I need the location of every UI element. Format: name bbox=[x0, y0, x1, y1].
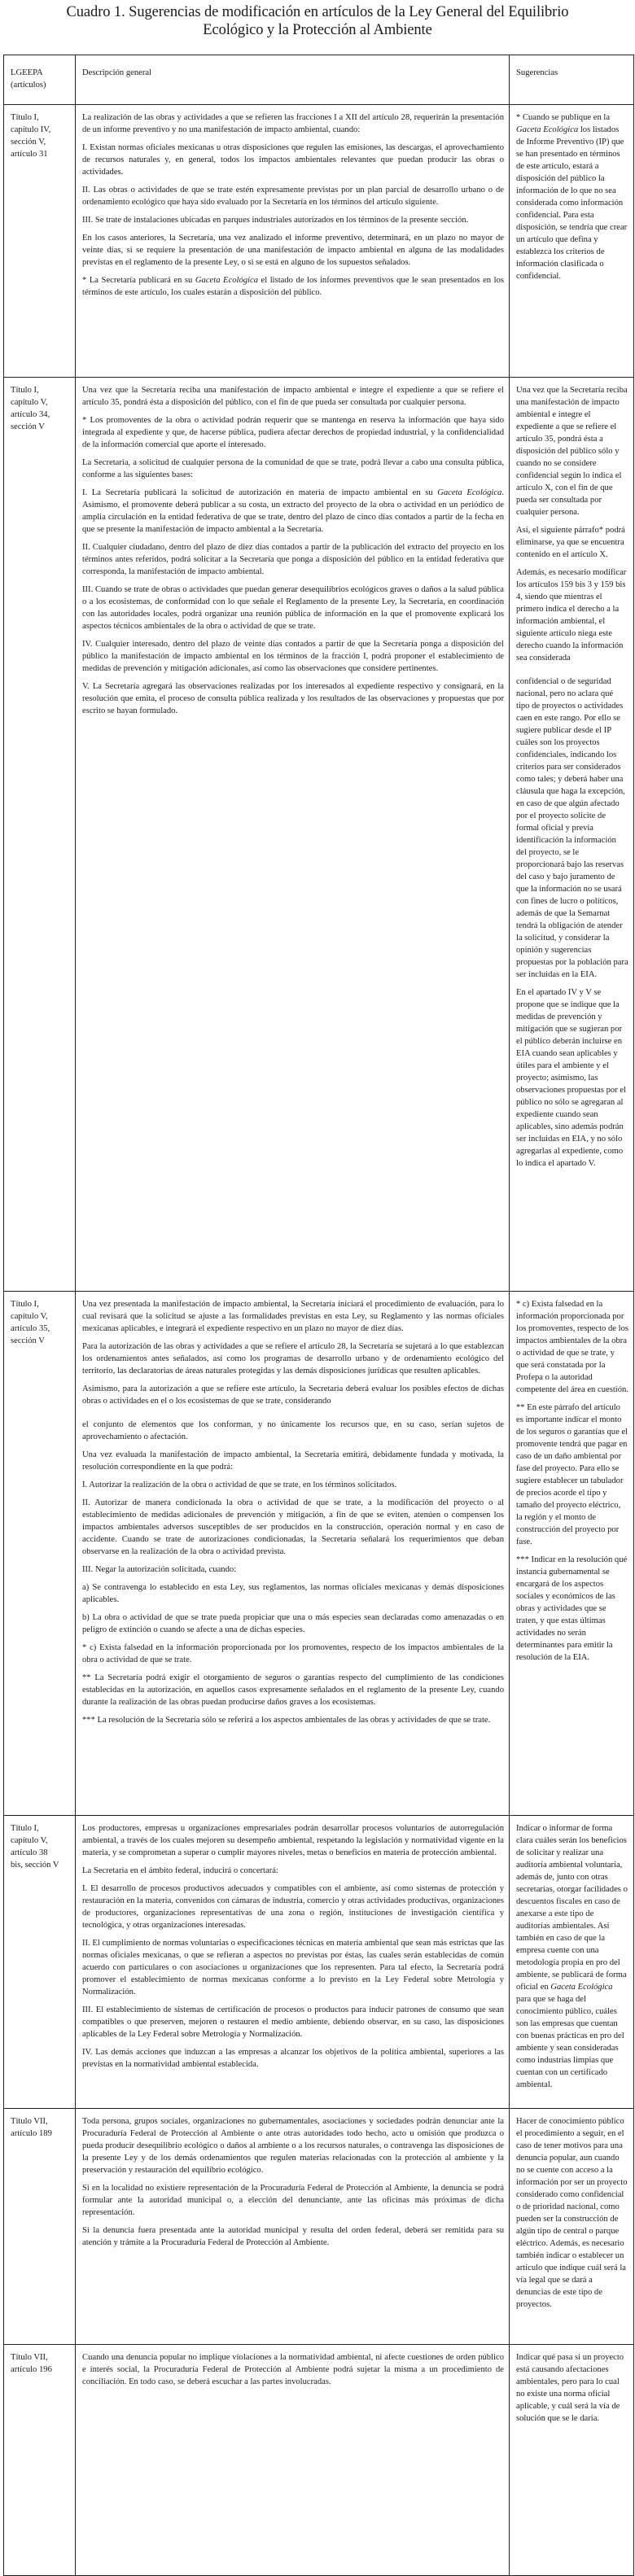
paragraph bbox=[516, 524, 628, 561]
text-run: La Secretaría en el ámbito federal, inducirá o concertará: bbox=[82, 1866, 278, 1875]
table-row bbox=[4, 1292, 634, 1816]
paragraph bbox=[82, 112, 504, 136]
caption-line-2: Ecológico y la Protección al Ambiente bbox=[203, 22, 432, 38]
text-run: III. Cuando se trate de obras o actividades que puedan generar desequilibrios ecológicos graves o daños a la salud pública o a los ecosistemas, de conformidad con lo que señale el Reglamento de la presente Ley, la Secretaría, en coordinación con las autoridades locales, podrá organizar una reunión pública de información en la que el promovente explicará los aspectos técnicos ambientales de la obra o actividad de que se trate. bbox=[82, 585, 504, 631]
suggestions-cell bbox=[510, 378, 634, 1292]
text-run: el listado de los informes preventivos que le sean presentados en los términos de este artículo, los cuales estarán a disposición del público. bbox=[82, 276, 504, 297]
text-run: * c) Exista falsedad en la información proporcionada por los promoventes, respecto de los impactos ambientales de la obra o actividad de que se trate. bbox=[82, 1643, 504, 1664]
paragraph bbox=[82, 1642, 504, 1666]
paragraph bbox=[82, 384, 504, 409]
suggestions-cell bbox=[510, 1816, 634, 2109]
text-run: *** La resolución de la Secretaría sólo se referirá a los aspectos ambientales de las obras y actividades de que se trate. bbox=[82, 1716, 491, 1725]
text-run: * Cuando se publique en la bbox=[516, 113, 611, 122]
text-run: Una vez que la Secretaría reciba una manifestación de impacto ambiental e integre el expediente a que se refiere el artículo 35, pondrá ésta a disposición del público sólo y cuando no se considere confidencial según lo indica el artículo X, con el fin de que pueda ser consultada por cualquier persona. bbox=[516, 386, 628, 517]
paragraph bbox=[82, 232, 504, 269]
text-run: I. Existan normas oficiales mexicanas u otras disposiciones que regulen las emisiones, las descargas, el aprovechamiento de recursos naturales y, en general, todos los impactos ambientales relevantes que puedan producir las obras o actividades. bbox=[82, 143, 504, 177]
suggestions-cell bbox=[510, 105, 634, 378]
paragraph bbox=[516, 2351, 628, 2425]
article-reference: Título VII, artículo 189 bbox=[4, 2109, 76, 2345]
text-run: I. La Secretaría publicará la solicitud de autorización en materia de impacto ambiental en su bbox=[82, 488, 438, 497]
article-reference: Título VII, artículo 196 bbox=[4, 2345, 76, 2576]
text-run: IV. Cualquier interesado, dentro del plazo de veinte días contados a partir de que la Secretaría ponga a disposición del público la manifestación de impacto ambiental en los términos de la fracción I, podrá proponer el establecimiento de medidas de prevención y mitigación adicionales, así como las observaciones que considere pertinentes. bbox=[82, 640, 504, 673]
paragraph bbox=[82, 1612, 504, 1636]
italic-text: Gaceta Ecológica bbox=[195, 276, 258, 285]
paragraph bbox=[82, 274, 504, 299]
table-row bbox=[4, 1816, 634, 2109]
text-run: Toda persona, grupos sociales, organizaciones no gubernamentales, asociaciones y sociedades podrán denunciar ante la Procuraduría Federal de Protección al Ambiente o ante otras autoridades todo hecho, acto u omisión que produzca o pueda producir desequilibrio ecológico o daños al ambiente o a los recursos naturales, o contravenga las disposiciones de la presente Ley y de los demás ordenamientos que regulen materias relacionadas con la protección al ambiente y la preservación y restauración del equilibrio ecológico. bbox=[82, 2117, 504, 2175]
paragraph bbox=[516, 2115, 628, 2311]
article-reference: Título I, capítulo IV, sección V, artículo 31 bbox=[4, 105, 76, 378]
text-run: Una vez evaluada la manifestación de impacto ambiental, la Secretaría emitirá, debidamente fundada y motivada, la resolución correspondiente en la que podrá: bbox=[82, 1450, 504, 1472]
text-run: En los casos anteriores, la Secretaría, una vez analizado el informe preventivo, determinará, en un plazo no mayor de veinte días, si se requiere la presentación de una manifestación de impacto ambiental en alguna de las modalidades previstas en el reglamento de la presente Ley, o si se está en alguno de los supuestos señalados. bbox=[82, 234, 504, 267]
paragraph bbox=[82, 1479, 504, 1491]
paragraph bbox=[82, 1383, 504, 1407]
text-run: *** Indicar en la resolución qué instancia gubernamental se encargará de los aspectos sociales y económicos de las obras y actividades que se traten, y que estas últimas actividades no serán determinantes para emitir la resolución de la EIA. bbox=[516, 1555, 628, 1662]
paragraph bbox=[516, 1402, 628, 1548]
text-run: Si en la localidad no existiere representación de la Procuraduría Federal de Protección al Ambiente, la denuncia se podrá formular ante la autoridad municipal o, a elección del denunciante, ante las oficinas más próximas de dicha representación. bbox=[82, 2184, 504, 2217]
text-run: La Secretaría, a solicitud de cualquier persona de la comunidad de que se trate, podrá llevar a cabo una consulta pública, conforme a las siguientes bases: bbox=[82, 458, 504, 479]
paragraph bbox=[82, 638, 504, 675]
general-description bbox=[76, 2109, 510, 2345]
text-run: En el apartado IV y V se propone que se indique que la medidas de prevención y mitigación que se sugieran por el público deberán incluirse en EIA cuando sean aplicables y útiles para el ambiente y el proyecto; asimismo, las observaciones propuestas por el público no sólo se agregaran al expediente cuando sean aplicables, sino además podrán ser incluidas en EIA, y no sólo agregarlas al expediente, como lo indica el apartado V. bbox=[516, 988, 627, 1168]
paragraph bbox=[82, 214, 504, 226]
text-run: Además, es necesario modificar los artículos 159 bis 3 y 159 bis 4, siendo que mientras el primero indica el derecho a la información ambiental, el siguiente artículo niega este derecho cuando la información sea considerada bbox=[516, 568, 627, 663]
paragraph bbox=[516, 1822, 628, 2091]
paragraph bbox=[516, 566, 628, 664]
paragraph bbox=[82, 2046, 504, 2071]
text-run: II. Cualquier ciudadano, dentro del plazo de diez días contados a partir de la publicación del extracto del proyecto en los términos antes referidos, podrá solicitar a la Secretaría que ponga a disposición del público en la entidad federativa que corresponda, la manifestación de impacto ambiental. bbox=[82, 543, 504, 576]
paragraph bbox=[82, 1883, 504, 1931]
paragraph bbox=[82, 2182, 504, 2219]
text-run: II. Autorizar de manera condicionada la obra o actividad de que se trate, a la modificación del proyecto o al establecimiento de medidas adicionales de prevención y mitigación, a fin de que se eviten, atenúen o compensen los impactos ambientales adversos susceptibles de ser producidos en la construcción, operación normal y en caso de accidente. Cuando se trate de autorizaciones condicionadas, la Secretaría señalará los requerimientos que deban observarse en la realización de la obra o actividad prevista. bbox=[82, 1498, 504, 1556]
text-run: ** En este párrafo del artículo es importante indicar el monto de los seguros o garantías que el promovente tendrá que pagar en caso de un daño ambiental por fase del proyecto. Para ello se sugiere establecer un tabulador de precios acorde el tipo y tamaño del proyecto eléctrico, la región y el monto de construcción del proyecto por fase. bbox=[516, 1403, 628, 1546]
paragraph bbox=[516, 676, 628, 981]
general-description bbox=[76, 1292, 510, 1816]
paragraph bbox=[82, 584, 504, 632]
text-run: Indicar o informar de forma clara cuáles serán los beneficios de solicitar y realizar una auditoría ambiental voluntaria, además de, junto con otras secretarías, otorgar facilidades o descuentos fiscales en caso de anexarse a este tipo de auditorías ambientales. Así también en caso de que la empresa cuente con una metodología propia en pro del ambiente, se publicará de forma oficial en bbox=[516, 1824, 628, 1992]
text-run: Una vez presentada la manifestación de impacto ambiental, la Secretaría iniciará el procedimiento de evaluación, para lo cual revisará que la solicitud se ajuste a las formalidades previstas en esta Ley, su Reglamento y las normas oficiales mexicanas aplicables, e integrará el expediente respectivo en un plazo no mayor de diez días. bbox=[82, 1300, 504, 1333]
text-run: . Asimismo, el promovente deberá publicar a su costa, un extracto del proyecto de la obra o actividad en un periódico de amplia circulación en la entidad federativa de que se trate, dentro del plazo de cinco días contados a partir de la fecha en que se presente la manifestación de impacto ambiental a la Secretaría. bbox=[82, 488, 504, 534]
text-run: el conjunto de elementos que los conforman, y no únicamente los recursos que, en su caso, serían sujetos de aprovechamiento o afectación. bbox=[82, 1420, 504, 1441]
text-run: Indicar qué pasa si un proyecto está causando afectaciones ambientales, pero para lo cual no existe una norma oficial aplicable, y cuál será la vía de solución que se le daría. bbox=[516, 2353, 624, 2423]
text-run: Para la autorización de las obras y actividades a que se refiere el artículo 28, la Secretaría se sujetará a lo que establezcan los ordenamientos antes señalados, así como los programas de desarrollo urbano y de ordenamiento ecológico del territorio, las declaratorias de áreas naturales protegidas y las demás disposiciones jurídicas que resulten aplicables. bbox=[82, 1342, 504, 1375]
italic-text: Gaceta Ecológica bbox=[516, 125, 579, 134]
text-run: III. Negar la autorización solicitada, cuando: bbox=[82, 1565, 237, 1574]
paragraph bbox=[82, 541, 504, 578]
text-run: * c) Exista falsedad en la información proporcionada por los promoventes, respecto de los impactos ambientales de la obra o actividad de que se trate, y que será constatada por la Profepa o la autoridad competente del área en cuestión. bbox=[516, 1300, 628, 1394]
text-run: Asimismo, para la autorización a que se refiere este artículo, la Secretaría deberá evaluar los posibles efectos de dichas obras o actividades en el o los ecosistemas de que se trate, considerando bbox=[82, 1384, 504, 1406]
text-run: Los productores, empresas u organizaciones empresariales podrán desarrollar procesos voluntarios de autorregulación ambiental, a través de los cuales mejoren su desempeño ambiental, respetando la legislación y normatividad vigente en la materia, y se comprometan a superar o cumplir mayores niveles, metas o beneficios en materia de protección ambiental. bbox=[82, 1824, 504, 1857]
text-run: para que se haga del conocimiento público, cuáles son las empresas que cuentan con buenas prácticas en pro del ambiente y sean consideradas como industrias limpias que cuentan con un certificado ambiental. bbox=[516, 1995, 624, 2089]
paragraph bbox=[516, 1554, 628, 1664]
paragraph bbox=[82, 1865, 504, 1877]
text-run: I. Autorizar la realización de la obra o actividad de que se trate, en los términos solicitados. bbox=[82, 1480, 397, 1489]
paragraph bbox=[516, 1298, 628, 1396]
paragraph bbox=[82, 1672, 504, 1708]
table-row bbox=[4, 105, 634, 378]
general-description bbox=[76, 105, 510, 378]
table-row bbox=[4, 2345, 634, 2576]
paragraph bbox=[82, 184, 504, 208]
table-row bbox=[4, 378, 634, 1292]
general-description bbox=[76, 378, 510, 1292]
paragraph bbox=[82, 1714, 504, 1726]
text-run: confidencial o de seguridad nacional, pero no aclara qué tipo de proyectos o actividades caen en este rango. Por ello se sugiere publicar desde el IP cuáles son los proyectos confidenciales, indicando los criterios para ser considerados como tales; y deberá haber una cláusula que haga la excepción, en caso de que algún afectado por el proyecto solicite de formal oficial y previa identificación la información del proyecto, se le proporcionará bajo las reservas del caso y bajo juramento de que la información no se usará con fines de lucro o políticos, además de que la Semarnat tendrá la obligación de atender la solicitud, y considerar la opinión y sugerencias propuestas por la población para ser incluidas en la EIA. bbox=[516, 677, 628, 979]
article-reference: Título I, capítulo V, artículo 34, sección V bbox=[4, 378, 76, 1292]
table-caption bbox=[0, 0, 635, 51]
suggestions-cell bbox=[510, 2345, 634, 2576]
table-header-row bbox=[4, 55, 634, 105]
paragraph bbox=[82, 1419, 504, 1443]
text-run: IV. Las demás acciones que induzcan a las empresas a alcanzar los objetivos de la política ambiental, superiores a las previstas en la normatividad ambiental establecida. bbox=[82, 2048, 504, 2069]
text-run: II. El cumplimiento de normas voluntarias o especificaciones técnicas en materia ambiental que sean más estrictas que las normas oficiales mexicanas, o que se refieran a aspectos no previstas por éstas, las cuales serán establecidas de común acuerdo con particulares o con asociaciones u organizaciones que los representen. Para tal efecto, la Secretaría podrá promover el establecimiento de normas mexicanas conforme a lo previsto en la Ley Federal sobre Metrología y Normalización. bbox=[82, 1939, 504, 1997]
text-run: a) Se contravenga lo establecido en esta Ley, sus reglamentos, las normas oficiales mexicanas y demás disposiciones aplicables. bbox=[82, 1583, 504, 1604]
general-description bbox=[76, 2345, 510, 2576]
paragraph bbox=[82, 1497, 504, 1558]
paragraph bbox=[82, 2115, 504, 2176]
paragraph bbox=[82, 414, 504, 451]
suggestions-cell bbox=[510, 1292, 634, 1816]
text-run: Una vez que la Secretaría reciba una manifestación de impacto ambiental e integre el expediente a que se refiere el artículo 35, pondrá ésta a disposición del público, con el fin de que pueda ser consultada por cualquier persona. bbox=[82, 386, 504, 407]
text-run: II. Las obras o actividades de que se trate estén expresamente previstas por un plan parcial de desarrollo urbano o de ordenamiento ecológico que haya sido evaluado por la Secretaría en los términos del artículo siguiente. bbox=[82, 186, 504, 207]
text-run: Si la denuncia fuera presentada ante la autoridad municipal y resulta del orden federal, deberá ser remitida para su atención y trámite a la Procuraduría Federal de Protección al Ambiente. bbox=[82, 2226, 504, 2247]
italic-text: Gaceta Ecológica bbox=[437, 488, 502, 497]
text-run: La realización de las obras y actividades a que se refieren las fracciones I a XII del artículo 28, requerirán la presentación de un informe preventivo y no una manifestación de impacto ambiental, cuando: bbox=[82, 113, 504, 134]
text-run: III. Se trate de instalaciones ubicadas en parques industriales autorizados en los términos de la presente sección. bbox=[82, 216, 469, 225]
header-description: Descripción general bbox=[76, 55, 510, 105]
text-run: * La Secretaría publicará en su bbox=[82, 276, 195, 285]
paragraph bbox=[516, 986, 628, 1170]
paragraph bbox=[82, 2351, 504, 2388]
text-run: I. El desarrollo de procesos productivos adecuados y compatibles con el ambiente, así como sistemas de protección y restauración en la materia, convenidos con cámaras de industria, comercio y otras actividades productivas, organizaciones de productores, organizaciones representativas de una zona o región, instituciones de investigación científica y tecnológica, y otras organizaciones interesadas. bbox=[82, 1884, 504, 1930]
paragraph bbox=[82, 2004, 504, 2040]
text-run: III. El establecimiento de sistemas de certificación de procesos o productos para inducir patrones de consumo que sean compatibles o que preserven, mejoren o restauren el medio ambiente, debiendo observar, en su caso, las disposiciones aplicables de la Ley Federal sobre Metrología y Normalización. bbox=[82, 2005, 504, 2039]
paragraph bbox=[516, 112, 628, 282]
paragraph bbox=[82, 1449, 504, 1473]
suggestions-cell bbox=[510, 2109, 634, 2345]
paragraph bbox=[82, 142, 504, 178]
article-reference: Título I, capítulo V, artículo 38 bis, sección V bbox=[4, 1816, 76, 2109]
header-suggestions: Sugerencias bbox=[510, 55, 634, 105]
caption-line-1: Cuadro 1. Sugerencias de modificación en artículos de la Ley General del Equilibrio bbox=[66, 4, 569, 20]
general-description bbox=[76, 1816, 510, 2109]
paragraph bbox=[82, 1581, 504, 1606]
paragraph bbox=[82, 2224, 504, 2249]
text-run: los listados de Informe Preventivo (IP) que se han presentado en términos de este artículo, estará a disposición del público la información de lo que no sea considerada como información confidencial. Para esta disposición, se tendría que crear un artículo que defina y establezca los criterios de información clasificada o confidencial. bbox=[516, 125, 628, 281]
text-run: * Los promoventes de la obra o actividad podrán requerir que se mantenga en reserva la información que haya sido integrada al expediente y que, de hacerse pública, pudiera afectar derechos de propiedad industrial, y la confidencialidad de la información comercial que aporte el interesado. bbox=[82, 416, 504, 449]
paragraph bbox=[82, 680, 504, 717]
text-run: b) La obra o actividad de que se trate pueda propiciar que una o más especies sean declaradas como amenazadas o en peligro de extinción o cuando se afecte a una de dichas especies. bbox=[82, 1613, 504, 1634]
article-reference: Título I, capítulo V, artículo 35, sección V bbox=[4, 1292, 76, 1816]
paragraph bbox=[82, 1298, 504, 1335]
text-run: V. La Secretaría agregará las observaciones realizadas por los interesados al expediente respectivo y consignará, en la resolución que emita, el proceso de consulta pública realizada y los resultados de las observaciones y propuestas que por escrito se hayan formulado. bbox=[82, 682, 504, 715]
table-row bbox=[4, 2109, 634, 2345]
paragraph bbox=[82, 457, 504, 481]
suggestions-table bbox=[3, 55, 634, 2576]
paragraph bbox=[82, 487, 504, 536]
paragraph bbox=[516, 384, 628, 518]
text-run: Así, el siguiente párrafo* podrá eliminarse, ya que se encuentra contenido en el artículo X. bbox=[516, 526, 625, 559]
paragraph bbox=[82, 1340, 504, 1377]
italic-text: Gaceta Ecológica bbox=[550, 1983, 613, 1992]
header-articles: LGEEPA (artículos) bbox=[4, 55, 76, 105]
paragraph bbox=[82, 1564, 504, 1576]
paragraph bbox=[82, 1937, 504, 1998]
paragraph bbox=[82, 1822, 504, 1859]
text-run: ** La Secretaría podrá exigir el otorgamiento de seguros o garantías respecto del cumplimiento de las condiciones establecidas en la autorización, en aquellos casos expresamente señalados en el reglamento de la presente Ley, cuando durante la realización de las obras puedan producirse daños graves a los ecosistemas. bbox=[82, 1673, 504, 1707]
text-run: Hacer de conocimiento público el procedimiento a seguir, en el caso de tener motivos para una denuncia popular, aun cuando no se cuente con acceso a la información por ser un proyecto considerado como confidencial o de prioridad nacional, como pueden ser la construcción de algún tipo de central o parque eléctrico. Además, es necesario también indicar o establecer un artículo que indique cuál será la vía legal que se dará a denuncias de este tipo de proyectos. bbox=[516, 2117, 628, 2309]
text-run: Cuando una denuncia popular no implique violaciones a la normatividad ambiental, ni afecte cuestiones de orden público e interés social, la Procuraduría Federal de Protección al Ambiente podrá sujetar la misma a un procedimiento de conciliación. En todo caso, se deberá escuchar a las partes involucradas. bbox=[82, 2353, 504, 2386]
